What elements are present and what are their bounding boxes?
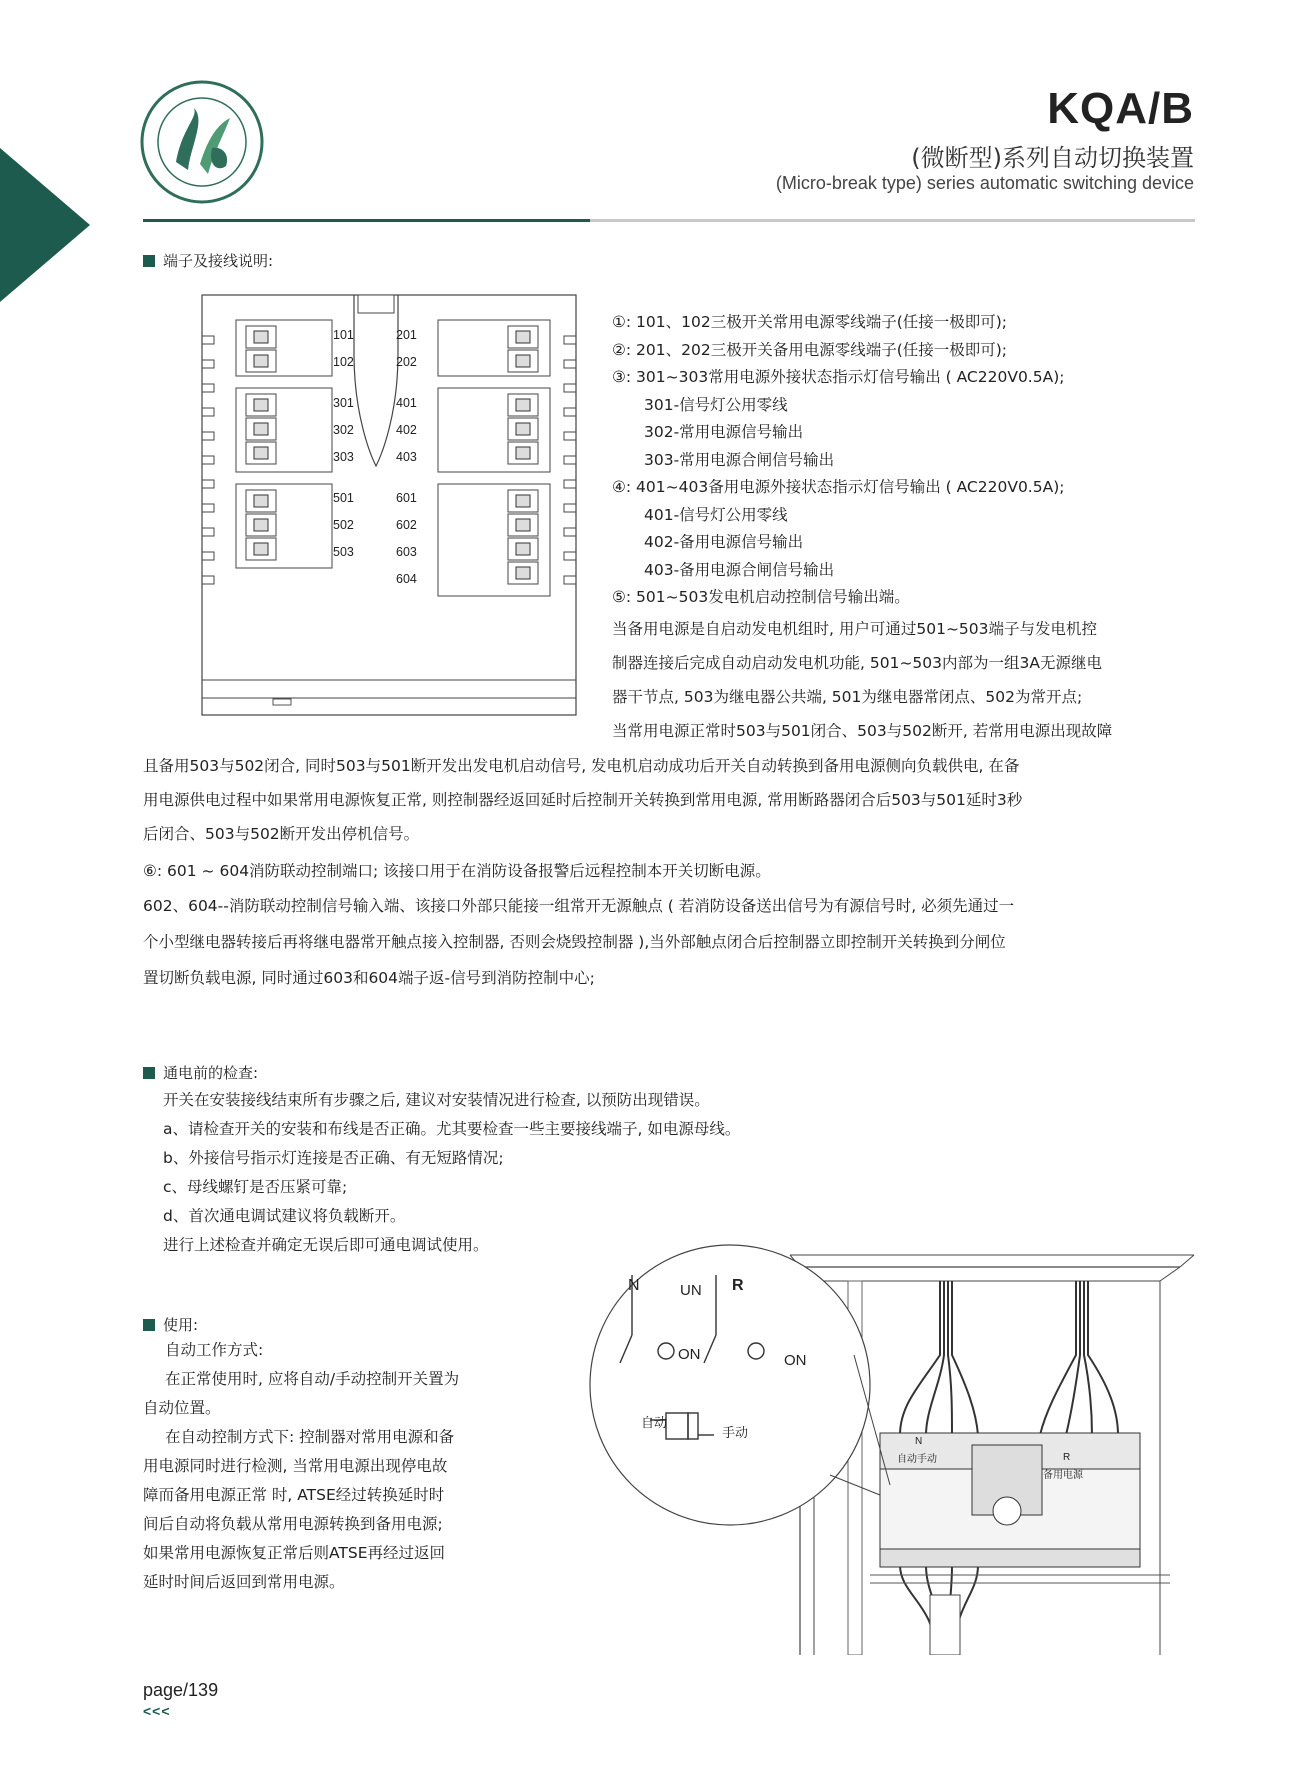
illus-n-label: N	[628, 1277, 640, 1294]
terminal-label-502: 502	[333, 518, 354, 532]
paragraph-line: 用电源供电过程中如果常用电源恢复正常, 则控制器经返回延时后控制开关转换到常用电源, 常用断路器闭合后503与501延时3秒	[143, 791, 1023, 809]
terminal-label-601: 601	[396, 491, 417, 505]
terminal-screw-core	[516, 519, 530, 531]
device-auto-manual-label: 自动手动	[897, 1454, 937, 1465]
brand-title: KQA/B	[1047, 84, 1194, 133]
usage-line: 在自动控制方式下: 控制器对常用电源和备	[165, 1428, 455, 1446]
subtitle-cn: (微断型)系列自动切换装置	[911, 144, 1194, 172]
explanation-line: ⑤: 501~503发电机启动控制信号输出端。	[612, 588, 910, 606]
paragraph-line: 器干节点, 503为继电器公共端, 501为继电器常闭点、502为常开点;	[612, 688, 1083, 706]
usage-line: 在正常使用时, 应将自动/手动控制开关置为	[165, 1370, 460, 1388]
precheck-line: 进行上述检查并确定无误后即可通电调试使用。	[163, 1236, 489, 1254]
terminal-screw-core	[516, 447, 530, 459]
illus-manual-label: 手动	[722, 1425, 749, 1440]
terminal-screw-core	[516, 567, 530, 579]
usage-line: 自动工作方式:	[165, 1341, 264, 1359]
terminal-label-403: 403	[396, 450, 417, 464]
subtitle-en: (Micro-break type) series automatic switching device	[775, 173, 1194, 193]
explanation-line: ①: 101、102三极开关常用电源零线端子(任接一极即可);	[612, 313, 1008, 331]
terminal-label-102: 102	[333, 355, 354, 369]
terminal-label-101: 101	[333, 328, 354, 342]
terminal-screw-core	[254, 447, 268, 459]
explanation-line: 403-备用电源合闸信号输出	[644, 560, 835, 579]
device-n-label: N	[915, 1436, 923, 1447]
precheck-line: d、首次通电调试建议将负载断开。	[163, 1207, 406, 1225]
terminal-label-302: 302	[333, 423, 354, 437]
terminal-screw-core	[254, 355, 268, 367]
bullet-square-icon	[143, 1067, 155, 1079]
corner-triangle	[0, 148, 92, 302]
device-r-label: R	[1063, 1452, 1071, 1463]
terminal-label-401: 401	[396, 396, 417, 410]
paragraph-line: 602、604--消防联动控制信号输入端、该接口外部只能接一组常开无源触点 ( 若消防设备送出信号为有源信号时, 必须先通过一	[143, 897, 1015, 915]
illus-on-left: ON	[678, 1346, 701, 1363]
generator-paragraph-full	[143, 749, 1022, 851]
usage-line: 间后自动将负载从常用电源转换到备用电源;	[143, 1515, 443, 1533]
explanation-line: 402-备用电源信号输出	[644, 533, 804, 551]
explanation-line: 301-信号灯公用零线	[644, 395, 788, 414]
illus-r-label: R	[732, 1277, 744, 1294]
terminal-label-402: 402	[396, 423, 417, 437]
terminal-screw-core	[516, 399, 530, 411]
usage-line: 如果常用电源恢复正常后则ATSE再经过返回	[143, 1544, 446, 1562]
paragraph-line: 当常用电源正常时503与501闭合、503与502断开, 若常用电源出现故障	[612, 722, 1113, 740]
terminal-screw-core	[516, 543, 530, 555]
terminal-screw-core	[254, 519, 268, 531]
precheck-line: b、外接信号指示灯连接是否正确、有无短路情况;	[163, 1149, 504, 1167]
section-usage-title: 使用:	[143, 1314, 198, 1335]
footer-arrows: <<<	[143, 1703, 171, 1719]
precheck-line: c、母线螺钉是否压紧可靠;	[163, 1178, 348, 1196]
explanation-line: ③: 301~303常用电源外接状态指示灯信号输出 ( AC220V0.5A);	[612, 368, 1065, 386]
terminal-screw-core	[516, 331, 530, 343]
terminal-screw-core	[254, 331, 268, 343]
paragraph-line: 制器连接后完成自动启动发电机功能, 501~503内部为一组3A无源继电	[612, 654, 1102, 672]
terminal-screw-core	[516, 495, 530, 507]
terminal-label-202: 202	[396, 355, 417, 369]
usage-line: 障而备用电源正常 时, ATSE经过转换延时时	[143, 1486, 445, 1504]
explanation-line: 303-常用电源合闸信号输出	[644, 450, 835, 469]
terminal-screw-core	[254, 399, 268, 411]
precheck-line: a、请检查开关的安装和布线是否正确。尤其要检查一些主要接线端子, 如电源母线。	[163, 1120, 741, 1138]
cabinet-illustration	[580, 1235, 1200, 1655]
explanation-line: 302-常用电源信号输出	[644, 423, 804, 441]
terminal-diagram	[198, 294, 580, 720]
usage-line: 延时时间后返回到常用电源。	[143, 1573, 345, 1591]
terminal-explanations	[612, 309, 1064, 612]
illus-auto-label: 自动	[641, 1415, 668, 1430]
terminal-label-201: 201	[396, 328, 417, 342]
section-terminals-title: 端子及接线说明:	[143, 250, 273, 271]
device-backup-label: 备用电源	[1043, 1470, 1083, 1481]
fire-control-paragraph	[143, 888, 1014, 996]
header-rule-accent	[143, 219, 590, 222]
generator-paragraph-right	[612, 612, 1112, 748]
precheck-line: 开关在安装接线结束所有步骤之后, 建议对安装情况进行检查, 以预防出现错误。	[163, 1091, 710, 1109]
terminal-screw-core	[516, 423, 530, 435]
bullet-square-icon	[143, 1319, 155, 1331]
paragraph-line: 当备用电源是自启动发电机组时, 用户可通过501~503端子与发电机控	[612, 620, 1098, 638]
explanation-line: ④: 401~403备用电源外接状态指示灯信号输出 ( AC220V0.5A);	[612, 478, 1065, 496]
header-rule-gray	[590, 219, 1195, 222]
terminal-label-503: 503	[333, 545, 354, 559]
terminal-label-602: 602	[396, 518, 417, 532]
terminal-label-603: 603	[396, 545, 417, 559]
bullet-square-icon	[143, 255, 155, 267]
terminal-label-604: 604	[396, 572, 417, 586]
paragraph-line: 置切断负载电源, 同时通过603和604端子返-信号到消防控制中心;	[143, 969, 595, 987]
page-number: page/139	[143, 1680, 219, 1700]
logo-emblem-icon	[138, 78, 266, 206]
explanation-line: 401-信号灯公用零线	[644, 505, 788, 524]
paragraph-line: 后闭合、503与502断开发出停机信号。	[143, 825, 420, 843]
terminal-label-303: 303	[333, 450, 354, 464]
usage-text	[143, 1336, 459, 1597]
terminal-label-501: 501	[333, 491, 354, 505]
terminal-label-301: 301	[333, 396, 354, 410]
usage-line: 用电源同时进行检测, 当常用电源出现停电故	[143, 1457, 448, 1475]
section-precheck-title: 通电前的检查:	[143, 1062, 258, 1083]
explanation-line: ②: 201、202三极开关备用电源零线端子(任接一极即可);	[612, 340, 1008, 359]
paragraph-line: 且备用503与502闭合, 同时503与501断开发出发电机启动信号, 发电机启动成功后开关自动转换到备用电源侧向负载供电, 在备	[143, 757, 1020, 775]
company-logo	[138, 78, 266, 206]
item-6-fire-port: ⑥: 601 ~ 604消防联动控制端口; 该接口用于在消防设备报警后远程控制本开关切断电源。	[143, 862, 771, 880]
terminal-screw-core	[254, 543, 268, 555]
precheck-list	[163, 1086, 740, 1260]
illus-on-right: ON	[784, 1352, 807, 1369]
terminal-screw-core	[254, 495, 268, 507]
usage-line: 自动位置。	[143, 1399, 221, 1417]
illus-un-label: UN	[680, 1282, 702, 1299]
paragraph-line: 个小型继电器转接后再将继电器常开触点接入控制器, 否则会烧毁控制器 ),当外部触点闭合后控制器立即控制开关转换到分闸位	[143, 933, 1006, 951]
terminal-screw-core	[254, 423, 268, 435]
terminal-screw-core	[516, 355, 530, 367]
